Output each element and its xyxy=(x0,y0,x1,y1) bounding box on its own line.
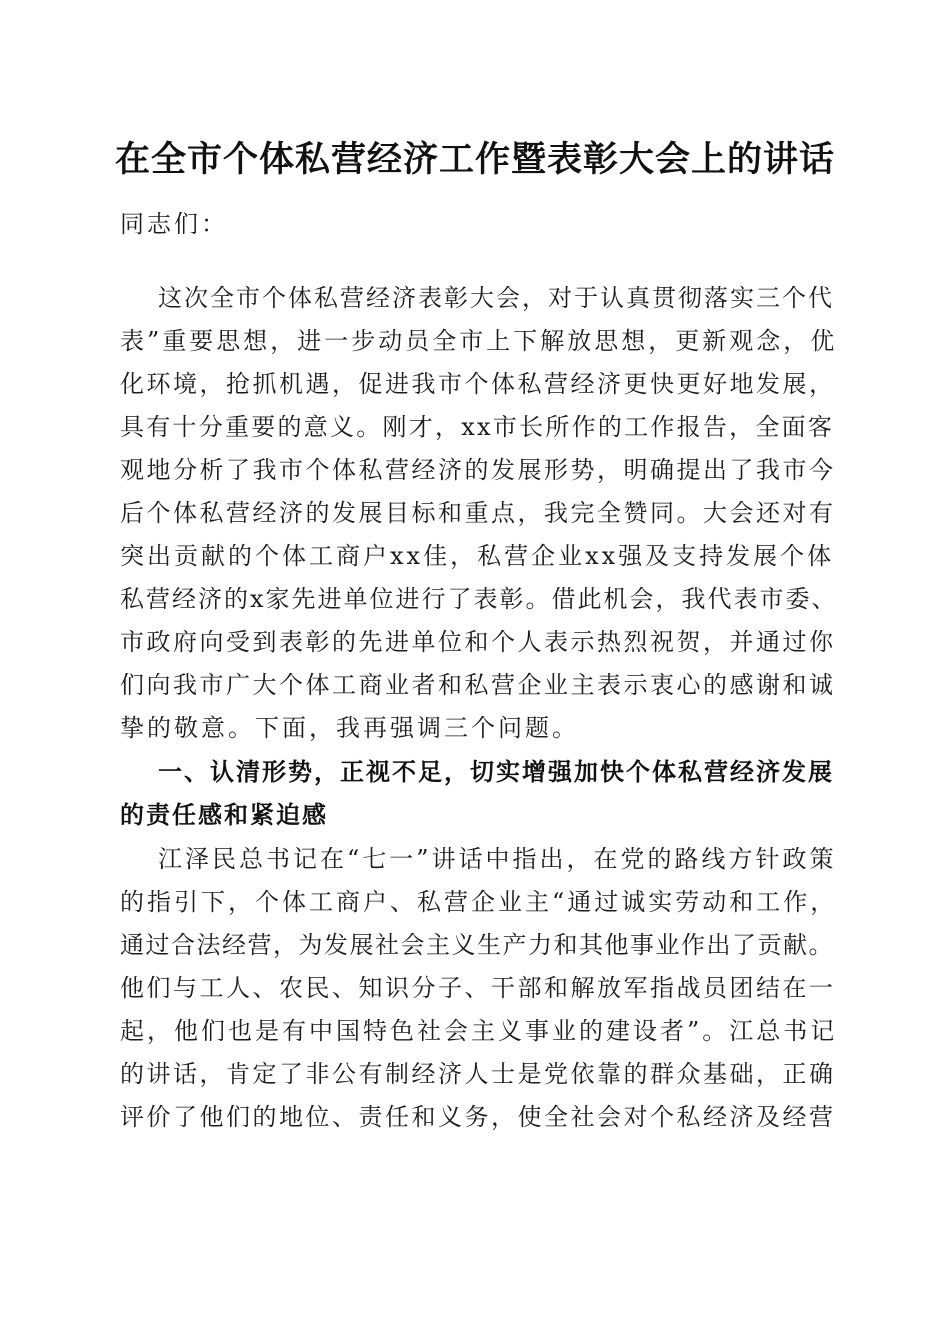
paragraph-1-line: 私营经济的x家先进单位进行了表彰。借此机会，我代表市委、 xyxy=(120,585,838,613)
paragraph-1-line: 化环境，抢抓机遇，促进我市个体私营经济更快更好地发展， xyxy=(120,370,836,398)
section-heading-line: 的责任感和紧迫感 xyxy=(120,801,328,829)
paragraph-1-line: 后个体私营经济的发展目标和重点，我完全赞同。大会还对有 xyxy=(120,499,836,527)
paragraph-2-line: 江泽民总书记在“七一”讲话中指出，在党的路线方针政策 xyxy=(158,845,837,873)
paragraph-1-line: 表”重要思想，进一步动员全市上下解放思想，更新观念，优 xyxy=(120,327,838,355)
paragraph-1-line: 这次全市个体私营经济表彰大会，对于认真贯彻落实三个代 xyxy=(158,284,834,312)
paragraph-1-line: 突出贡献的个体工商户xx佳，私营企业xx强及支持发展个体 xyxy=(120,542,835,570)
paragraph-1-line: 具有十分重要的意义。刚才，xx市长所作的工作报告，全面客 xyxy=(120,413,835,441)
paragraph-1-line: 市政府向受到表彰的先进单位和个人表示热烈祝贺，并通过你 xyxy=(120,628,836,656)
section-heading-line: 一、认清形势，正视不足，切实增强加快个体私营经济发展 xyxy=(158,758,834,786)
document-title: 在全市个体私营经济工作暨表彰大会上的讲话 xyxy=(114,139,835,180)
paragraph-2-line: 通过合法经营，为发展社会主义生产力和其他事业作出了贡献。 xyxy=(120,931,834,959)
paragraph-1-line: 们向我市广大个体工商业者和私营企业主表示衷心的感谢和诚 xyxy=(120,671,836,699)
paragraph-1-line: 观地分析了我市个体私营经济的发展形势，明确提出了我市今 xyxy=(120,456,836,484)
paragraph-2-line: 的讲话，肯定了非公有制经济人士是党依靠的群众基础，正确 xyxy=(120,1060,836,1088)
paragraph-1-line: 挚的敬意。下面，我再强调三个问题。 xyxy=(120,714,579,742)
greeting: 同志们： xyxy=(120,210,228,238)
paragraph-2-line: 起，他们也是有中国特色社会主义事业的建设者”。江总书记 xyxy=(120,1017,838,1045)
paragraph-2-line: 的指引下，个体工商户、私营企业主“通过诚实劳动和工作， xyxy=(120,888,838,916)
paragraph-2-line: 他们与工人、农民、知识分子、干部和解放军指战员团结在一 xyxy=(120,974,836,1002)
paragraph-2-line: 评价了他们的地位、责任和义务，使全社会对个私经济及经营 xyxy=(120,1103,836,1131)
